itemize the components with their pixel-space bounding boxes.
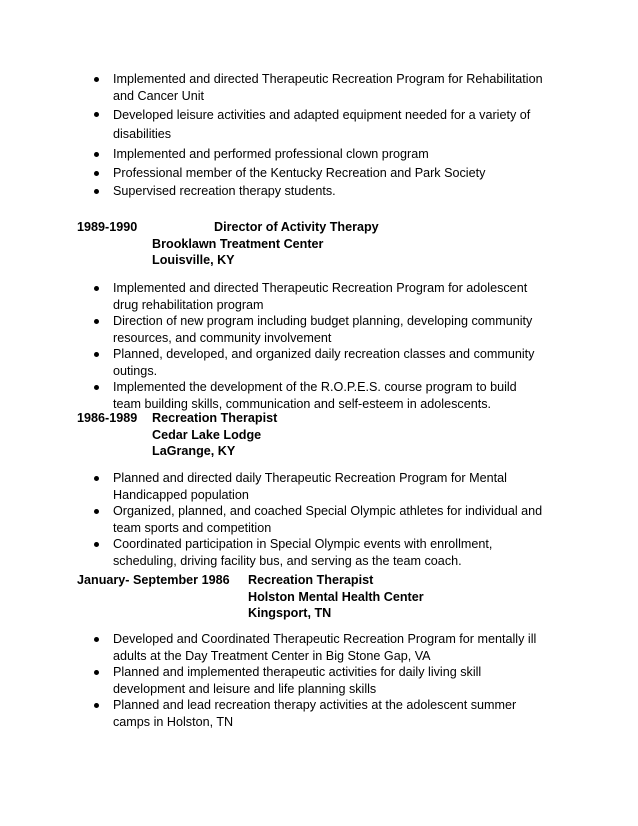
job-1-bullet-list — [93, 280, 545, 412]
list-item: Implemented and directed Therapeutic Recreation Program for adolescent drug rehabilitation program — [93, 280, 545, 313]
job-detail — [248, 572, 424, 622]
job-2-bullet-list — [93, 470, 545, 569]
list-item: Developed leisure activities and adapted equipment needed for a variety of disabilities — [93, 106, 545, 144]
job-employer: Brooklawn Treatment Center — [152, 236, 324, 251]
job-location: Louisville, KY — [152, 253, 235, 267]
list-item: Planned and directed daily Therapeutic Recreation Program for Mental Handicapped population — [93, 470, 545, 503]
job-title: Director of Activity Therapy — [214, 220, 379, 234]
job-detail — [152, 219, 379, 269]
list-item: Coordinated participation in Special Olympic events with enrollment, scheduling, driving facility bus, and serving as the team coach. — [93, 536, 545, 569]
list-item: Planned and lead recreation therapy activities at the adolescent summer camps in Holston, TN — [93, 697, 545, 730]
job-dates: 1986-1989 — [77, 411, 138, 425]
list-item: Organized, planned, and coached Special Olympic athletes for individual and team sports and competition — [93, 503, 545, 536]
job-location: Kingsport, TN — [248, 606, 332, 620]
list-item: Developed and Coordinated Therapeutic Recreation Program for mentally ill adults at the Day Treatment Center in Big Stone Gap, VA — [93, 631, 545, 664]
job-employer: Holston Mental Health Center — [248, 589, 424, 604]
list-item: Direction of new program including budget planning, developing community resources, and community involvement — [93, 313, 545, 346]
job-title: Recreation Therapist — [248, 573, 374, 587]
list-item: Implemented and performed professional clown program — [93, 146, 545, 163]
list-item: Professional member of the Kentucky Recreation and Park Society — [93, 165, 545, 182]
job-title: Recreation Therapist — [152, 411, 278, 425]
job-employer: Cedar Lake Lodge — [152, 427, 262, 442]
list-item: Supervised recreation therapy students. — [93, 183, 545, 200]
job-dates: January- September 1986 — [77, 573, 230, 587]
list-item: Implemented the development of the R.O.P.E.S. course program to build team building skills, communication and self-esteem in adolescents. — [93, 379, 545, 412]
list-item: Planned, developed, and organized daily recreation classes and community outings. — [93, 346, 545, 379]
job-dates: 1989-1990 — [77, 220, 138, 234]
intro-bullet-list — [93, 71, 545, 200]
job-detail — [152, 410, 277, 460]
list-item: Planned and implemented therapeutic activities for daily living skill development and leisure and life planning skills — [93, 664, 545, 697]
list-item: Implemented and directed Therapeutic Recreation Program for Rehabilitation and Cancer Unit — [93, 71, 545, 104]
job-location: LaGrange, KY — [152, 444, 236, 458]
job-3-bullet-list — [93, 631, 545, 730]
